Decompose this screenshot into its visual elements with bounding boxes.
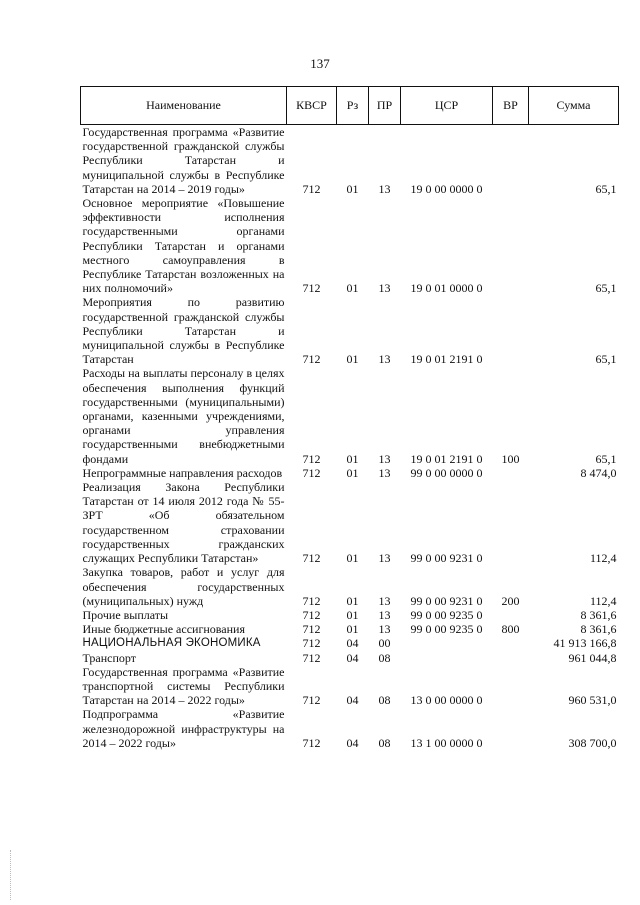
cell-kvsr: 712	[302, 451, 321, 466]
header-kvsr: КВСР	[287, 87, 337, 125]
cell-rz: 01	[346, 281, 359, 296]
cell-vr	[493, 125, 529, 197]
cell-pr: 13	[378, 465, 391, 480]
cell-csr: 99 0 00 9231 0	[410, 593, 483, 608]
cell-name: НАЦИОНАЛЬНАЯ ЭКОНОМИКА	[82, 637, 261, 650]
cell-vr	[493, 707, 529, 750]
cell-sum: 65,1	[595, 181, 617, 196]
cell-vr	[493, 480, 529, 565]
cell-kvsr: 712	[302, 551, 321, 566]
cell-kvsr: 712	[302, 181, 321, 196]
table-row	[81, 366, 619, 465]
cell-rz: 01	[346, 607, 359, 622]
table-row	[81, 196, 619, 295]
header-vr: ВР	[493, 87, 529, 125]
cell-name: Расходы на выплаты персоналу в целях обеспечения выполнения функций государственными (муниципальными) органами, казенными учреждениями, органами управления государственными внебюджетными фондами	[82, 366, 285, 466]
cell-pr: 08	[378, 735, 391, 750]
cell-sum: 112,4	[589, 551, 617, 566]
cell-sum: 8 361,6	[580, 622, 617, 637]
cell-vr: 800	[501, 622, 520, 637]
table-row	[81, 466, 619, 480]
cell-kvsr: 712	[302, 593, 321, 608]
table-row	[81, 636, 619, 650]
cell-csr: 99 0 00 9231 0	[410, 551, 483, 566]
header-pr: ПР	[369, 87, 401, 125]
cell-vr: 100	[501, 451, 520, 466]
cell-csr: 19 0 01 0000 0	[410, 281, 483, 296]
cell-rz: 01	[346, 181, 359, 196]
cell-name: Прочие выплаты	[82, 607, 169, 622]
cell-sum: 308 700,0	[568, 735, 617, 750]
cell-csr: 99 0 00 9235 0	[410, 622, 483, 637]
cell-sum: 961 044,8	[568, 650, 617, 665]
cell-vr	[493, 466, 529, 480]
cell-csr: 19 0 00 0000 0	[410, 181, 483, 196]
cell-kvsr: 712	[302, 465, 321, 480]
cell-pr: 13	[378, 622, 391, 637]
table-row	[81, 707, 619, 750]
cell-rz: 01	[346, 451, 359, 466]
cell-rz: 04	[346, 636, 359, 651]
cell-csr: 13 0 00 0000 0	[410, 693, 483, 708]
cell-name: Транспорт	[82, 650, 136, 665]
cell-name: Закупка товаров, работ и услуг для обеспечения государственных (муниципальных) нужд	[82, 565, 285, 608]
cell-kvsr: 712	[302, 281, 321, 296]
cell-kvsr: 712	[302, 735, 321, 750]
cell-pr: 13	[378, 352, 391, 367]
cell-sum: 112,4	[589, 593, 617, 608]
cell-pr: 13	[378, 181, 391, 196]
table-body	[81, 125, 619, 750]
page-number: 137	[310, 56, 330, 71]
table-row	[81, 651, 619, 665]
cell-vr	[493, 608, 529, 622]
header-name: Наименование	[81, 87, 287, 125]
cell-vr	[493, 196, 529, 295]
cell-csr: 99 0 00 9235 0	[410, 607, 483, 622]
table-row	[81, 295, 619, 366]
cell-rz: 01	[346, 352, 359, 367]
table-row	[81, 565, 619, 608]
cell-name: Основное мероприятие «Повышение эффективности исполнения государственными органами Республики Татарстан и органами местного самоуправления в Республике Татарстан возложенных на них полномочий»	[82, 196, 285, 296]
cell-vr	[493, 665, 529, 708]
table-row	[81, 622, 619, 636]
cell-name: Реализация Закона Республики Татарстан от 14 июля 2012 года № 55-ЗРТ «Об обязательном государственном страховании государственных гражданских служащих Республики Татарстан»	[82, 480, 285, 566]
cell-vr	[493, 295, 529, 366]
cell-pr: 13	[378, 593, 391, 608]
cell-name: Мероприятия по развитию государственной гражданской службы Республики Татарстан и муниципальной службы в Республике Татарстан	[82, 295, 285, 367]
cell-sum: 65,1	[595, 352, 617, 367]
table-row	[81, 480, 619, 565]
cell-kvsr: 712	[302, 693, 321, 708]
cell-kvsr: 712	[302, 650, 321, 665]
header-sum: Сумма	[529, 87, 619, 125]
cell-kvsr: 712	[302, 636, 321, 651]
table-row	[81, 125, 619, 197]
cell-rz: 04	[346, 693, 359, 708]
cell-kvsr: 712	[302, 352, 321, 367]
table-row	[81, 608, 619, 622]
cell-pr: 13	[378, 451, 391, 466]
cell-csr: 19 0 01 2191 0	[410, 352, 483, 367]
cell-rz: 01	[346, 465, 359, 480]
cell-name: Непрограммные направления расходов	[82, 465, 283, 480]
cell-rz: 04	[346, 650, 359, 665]
cell-csr: 19 0 01 2191 0	[410, 451, 483, 466]
cell-pr: 13	[378, 281, 391, 296]
cell-rz: 01	[346, 593, 359, 608]
cell-kvsr: 712	[302, 622, 321, 637]
cell-rz: 01	[346, 551, 359, 566]
cell-rz: 01	[346, 622, 359, 637]
cell-vr	[493, 636, 529, 650]
margin-mark	[10, 850, 13, 900]
cell-name: Подпрограмма «Развитие железнодорожной инфраструктуры на 2014 – 2022 годы»	[82, 707, 285, 750]
cell-sum: 960 531,0	[568, 693, 617, 708]
header-rz: Рз	[337, 87, 369, 125]
cell-csr	[401, 636, 493, 650]
cell-sum: 8 474,0	[580, 465, 617, 480]
cell-pr: 08	[378, 693, 391, 708]
cell-vr	[493, 651, 529, 665]
cell-kvsr: 712	[302, 607, 321, 622]
cell-pr: 13	[378, 551, 391, 566]
cell-rz: 04	[346, 735, 359, 750]
cell-pr: 13	[378, 607, 391, 622]
table-row	[81, 665, 619, 708]
cell-csr: 13 1 00 0000 0	[410, 735, 483, 750]
cell-sum: 41 913 166,8	[553, 636, 617, 651]
cell-pr: 00	[378, 636, 391, 651]
cell-sum: 8 361,6	[580, 607, 617, 622]
cell-pr: 08	[378, 650, 391, 665]
cell-vr: 200	[501, 593, 520, 608]
table-header-row	[81, 87, 619, 125]
cell-csr	[401, 651, 493, 665]
cell-sum: 65,1	[595, 281, 617, 296]
cell-name: Государственная программа «Развитие государственной гражданской службы Республики Татарстан и муниципальной службы в Республике Татарстан на 2014 – 2019 годы»	[82, 125, 285, 196]
cell-name: Иные бюджетные ассигнования	[82, 622, 245, 637]
cell-sum: 65,1	[595, 451, 617, 466]
cell-csr: 99 0 00 0000 0	[410, 465, 483, 480]
header-csr: ЦСР	[401, 87, 493, 125]
budget-table	[80, 86, 619, 750]
cell-name: Государственная программа «Развитие транспортной системы Республики Татарстан на 2014 – 2022 годы»	[82, 664, 285, 708]
